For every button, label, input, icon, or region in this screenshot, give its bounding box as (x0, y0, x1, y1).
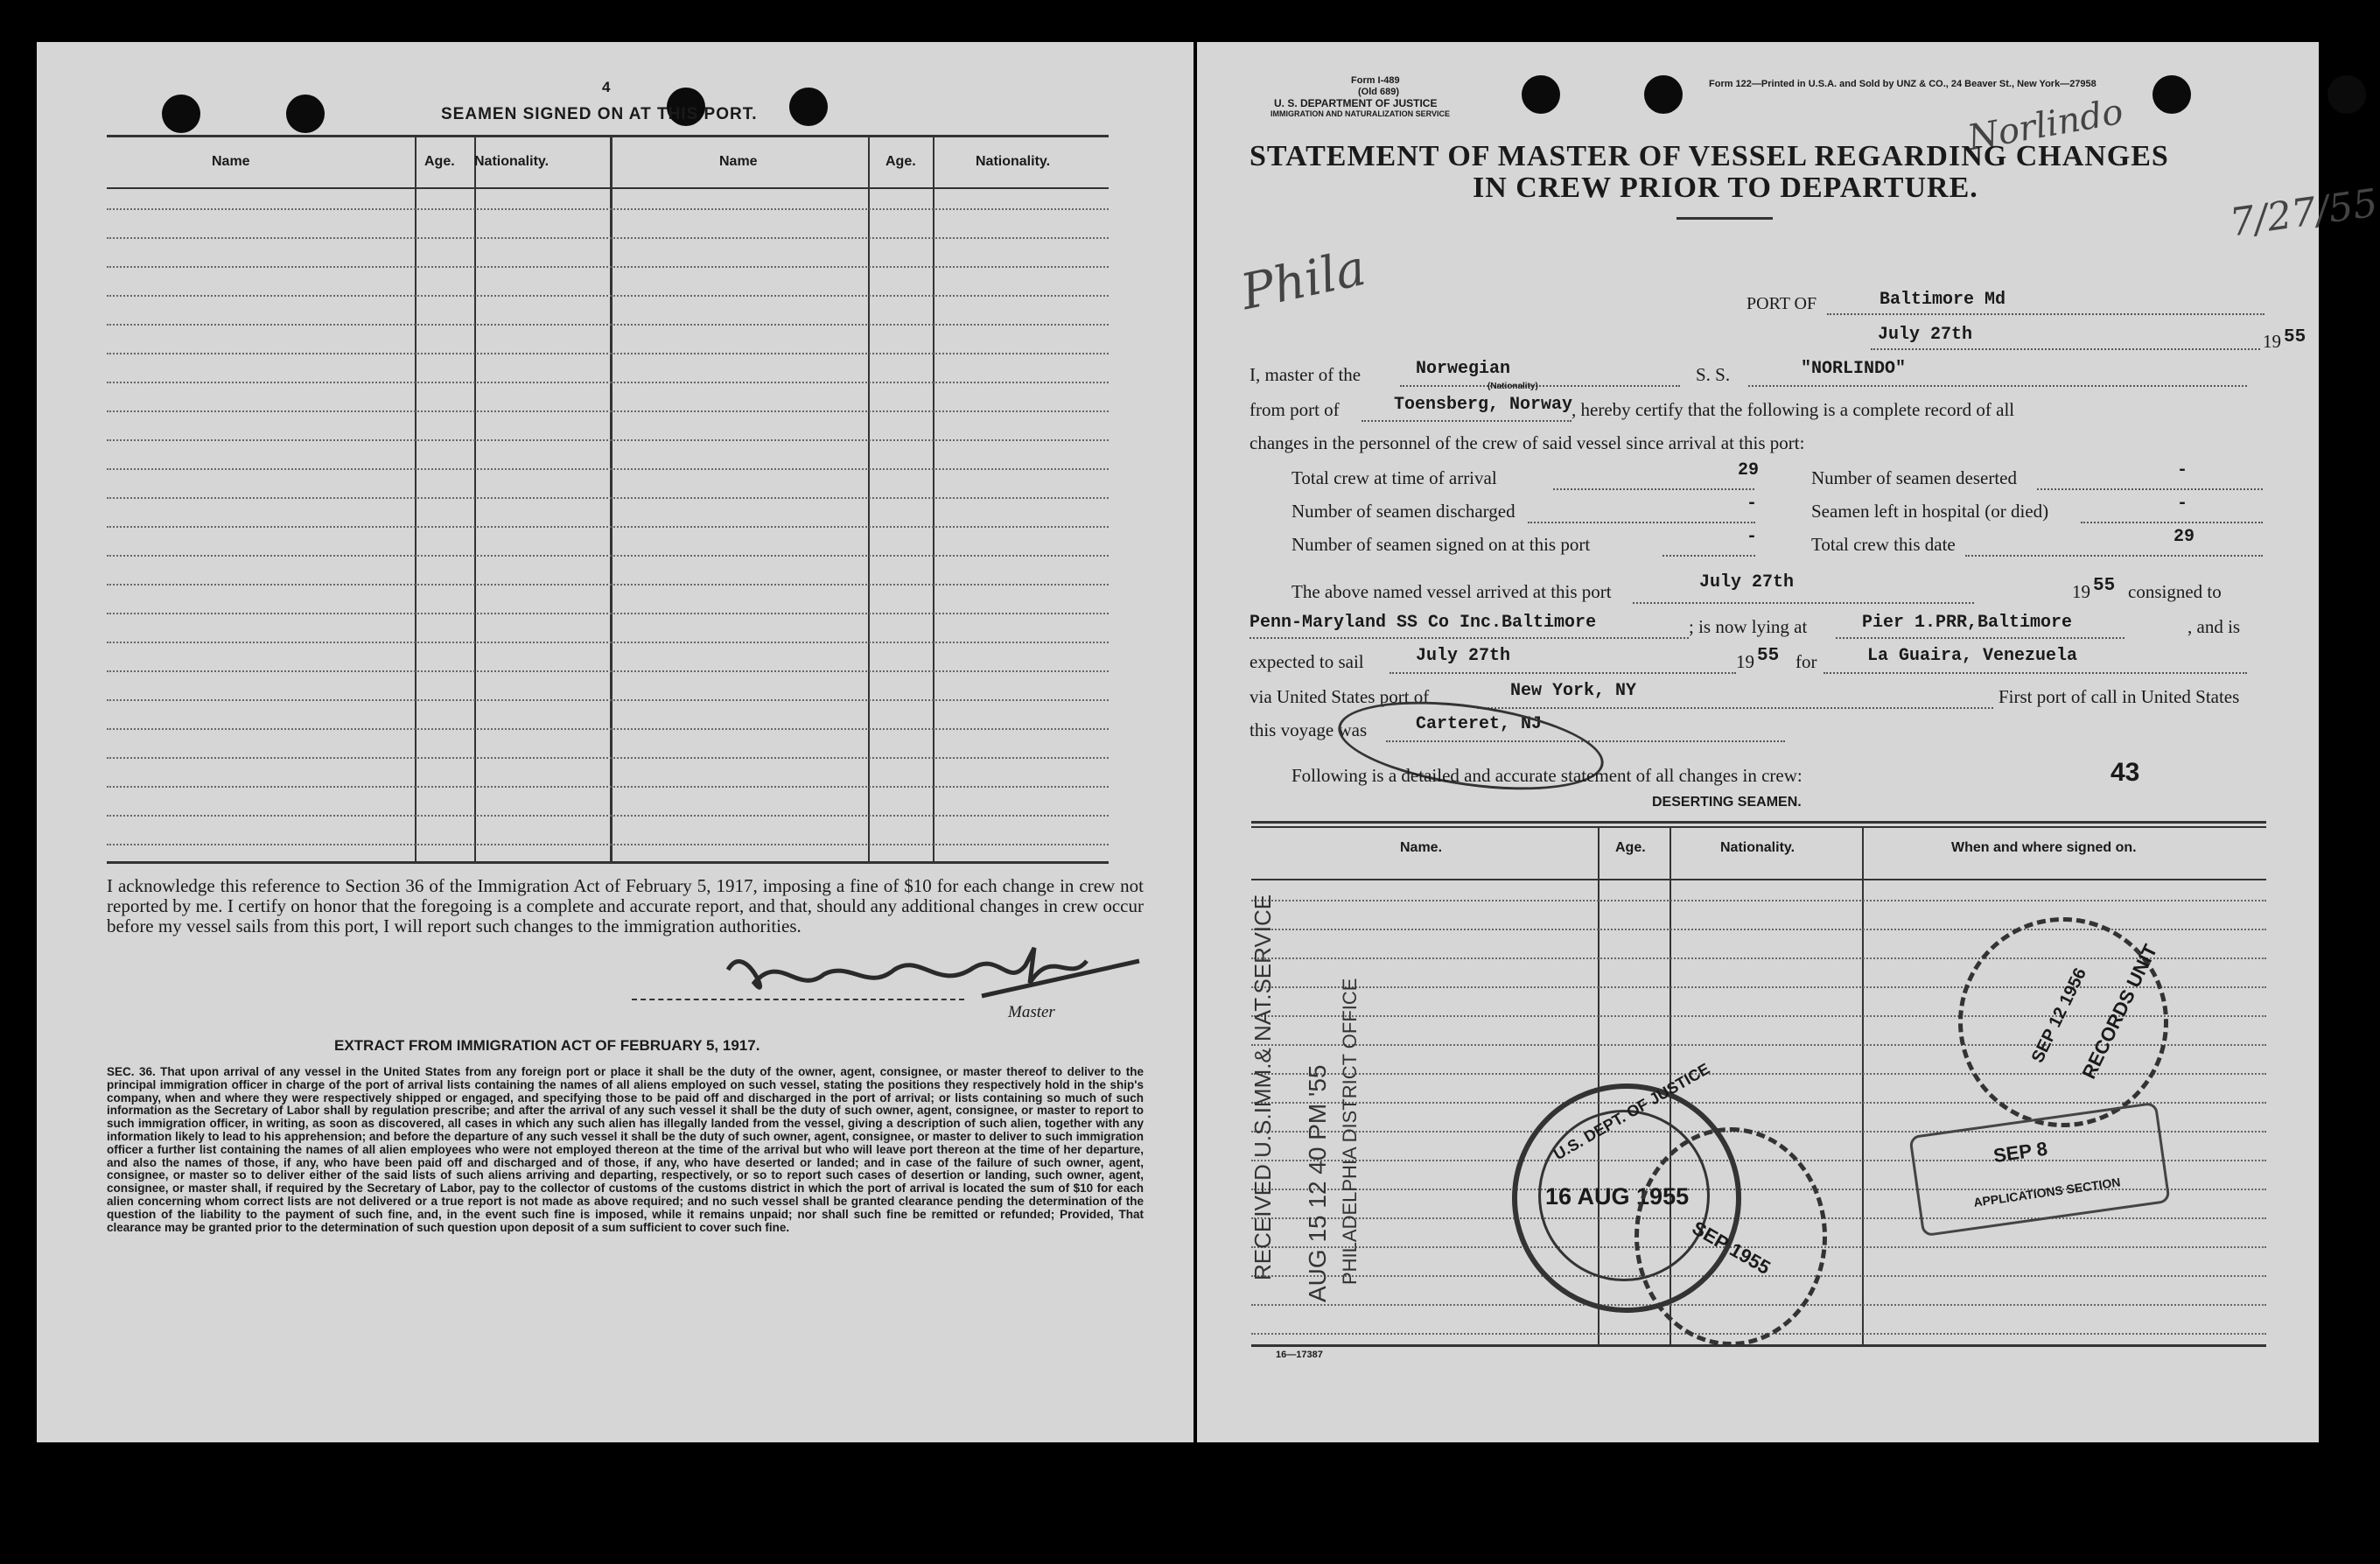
form-old-number: (Old 689) (1358, 87, 1400, 97)
table-row-rule (107, 208, 1109, 210)
consignee-line (1250, 637, 1689, 639)
arrived-year-value: 55 (2093, 576, 2116, 596)
table-row-rule (107, 439, 1109, 441)
this-voyage-label: this voyage was (1250, 719, 1368, 740)
date-value: July 27th (1878, 325, 1973, 345)
master-signature (719, 943, 1157, 1013)
col-header-age: Age. (1615, 840, 1646, 855)
sail-year-prefix: 19 (1736, 651, 1754, 672)
first-port-value: Carteret, NJ (1416, 714, 1543, 734)
title-line-1: STATEMENT OF MASTER OF VESSEL REGARDING CHANGES (1250, 140, 2169, 172)
col-divider (1862, 826, 1864, 1344)
table-row-rule (107, 555, 1109, 557)
year-value: 55 (2284, 327, 2306, 347)
arrived-label: The above named vessel arrived at this port (1292, 581, 1612, 602)
year-prefix: 19 (2263, 331, 2281, 352)
deserting-heading: DESERTING SEAMEN. (1652, 795, 1802, 810)
right-page (1197, 42, 2380, 1442)
col-header-nationality: Nationality. (474, 154, 550, 169)
punch-hole (2152, 75, 2191, 114)
for-label: for (1796, 651, 1817, 672)
table-row-rule (107, 382, 1109, 383)
table-row-rule (107, 237, 1109, 239)
table-row-rule (107, 699, 1109, 701)
punch-hole (162, 95, 200, 133)
table-row-rule (107, 670, 1109, 672)
sep-stamp-text: SEP 1955 (1688, 1217, 1774, 1280)
footer-code: 16—17387 (1276, 1350, 1323, 1360)
punch-hole (1522, 75, 1560, 114)
col-header-age: Age. (886, 154, 916, 169)
deserted-label: Number of seamen deserted (1811, 467, 2017, 488)
total-crew-date-label: Total crew this date (1811, 534, 1956, 555)
col-header-name: Name (719, 154, 758, 169)
nationality-line (1400, 385, 1680, 387)
number-43: 43 (2110, 758, 2140, 787)
via-value: New York, NY (1510, 681, 1637, 701)
lying-value: Pier 1.PRR,Baltimore (1862, 613, 2073, 633)
left-page (37, 42, 1194, 1442)
applications-stamp-date: SEP 8 (1992, 1137, 2049, 1168)
table-row-rule (107, 844, 1109, 845)
sep-round-stamp (1634, 1127, 1827, 1346)
deserted-value: - (2177, 460, 2188, 480)
hospital-label: Seamen left in hospital (or died) (1811, 501, 2049, 522)
signature-line (632, 999, 964, 1000)
col-header-signed-on: When and where signed on. (1951, 840, 2137, 855)
col-header-nationality: Nationality. (1720, 840, 1796, 855)
arrived-line (1633, 602, 1974, 604)
col-header-name: Name. (1400, 840, 1443, 855)
table-row-rule (107, 266, 1109, 268)
table-row-rule (107, 728, 1109, 730)
punch-hole (286, 95, 325, 133)
from-port-line (1362, 420, 1572, 422)
punch-hole (789, 88, 828, 126)
lying-label: ; is now lying at (1689, 616, 1808, 637)
handwritten-vessel-name: Norlindo (1964, 91, 2126, 159)
table-row-rule (107, 642, 1109, 643)
records-unit-text: RECORDS UNIT (2077, 941, 2162, 1083)
nationality-value: Norwegian (1416, 359, 1511, 379)
consignee-value: Penn-Maryland SS Co Inc.Baltimore (1250, 613, 1597, 633)
from-port-label: from port of (1250, 399, 1340, 420)
table-row-rule (1251, 900, 2266, 901)
service-name: IMMIGRATION AND NATURALIZATION SERVICE (1270, 109, 1450, 118)
table-row-rule (107, 757, 1109, 759)
stat-line (2037, 488, 2263, 490)
ss-label: S. S. (1696, 364, 1731, 385)
destination-value: La Guaira, Venezuela (1867, 646, 2078, 666)
handwritten-date: 7/27/55 (2227, 180, 2380, 246)
department-name: U. S. DEPARTMENT OF JUSTICE (1274, 97, 1438, 109)
total-crew-arrival-value: 29 (1738, 460, 1760, 480)
nationality-caption: (Nationality) (1488, 382, 1538, 391)
title-underline (1676, 217, 1773, 220)
extract-text: SEC. 36. That upon arrival of any vessel in the United States from any foreign port or place it shall be the duty of the owner, agent, consignee, or master thereof to deliver to the principal immigration officer in charge of the port of arrival lists containing the names of all aliens employed on such vessel, stating the positions they respectively hold in the ship's company, when and where they were respectively shipped or engaged, and specifying those to be paid off and discharged in the port of arrival; or lists containing so much of such information as the Secretary of Labor shall by regulation prescribe; and after the arrival of any such vessel it shall be the duty of such owner, agent, consignee, or master to report to such immigration officer, in writing, as soon as discovered, all cases in which any such alien has illegally landed from the vessel, giving a description of such alien, together with any information likely to lead to his apprehension; and before the departure of any such vessel it shall be the duty of such owner, agent, consignee, or master to deliver to such immigration officer a further list containing the names of all alien employees who were not employed thereon at the time of the arrival but who will leave port thereon at the time of her departure, and also the names of those, if any, who have been paid off and discharged and of those, if any, who have deserted or landed; and in case of the failure of such owner, agent, consignee, or master so to deliver either of the said lists of such aliens arriving and departing, respectively, or so to report such cases of desertion or landing, such owner, agent, consignee, or master shall, if required by the Secretary of Labor, pay to the collector of customs of the customs district in which the port of arrival is located the sum of $10 for each alien concerning whom correct lists are not delivered or a true report is not made as above required; and no such vessel shall be granted clearance pending the determination of the question of the liability to the payment of such fine, and, in the event such fine is imposed, while it remains unpaid; nor shall such fine be remitted or refunded; Provided, That clearance may be granted prior to the determination of such question upon deposit of a sum sufficient to cover such fine. (107, 1065, 1144, 1234)
stat-line (1662, 555, 1755, 557)
table-row-rule (107, 526, 1109, 528)
discharged-label: Number of seamen discharged (1292, 501, 1516, 522)
sail-date-line (1390, 672, 1736, 674)
date-line (1871, 348, 2260, 350)
table-row-rule (107, 786, 1109, 788)
punch-hole (2328, 75, 2366, 114)
doj-stamp-date: 16 AUG 1955 (1545, 1183, 1690, 1210)
arrived-value: July 27th (1699, 572, 1795, 593)
vessel-line (1748, 385, 2247, 387)
signed-on-label: Number of seamen signed on at this port (1292, 534, 1591, 555)
port-of-value: Baltimore Md (1880, 290, 2006, 310)
table-row-rule (107, 584, 1109, 586)
arrived-year-prefix: 19 (2072, 581, 2090, 602)
total-crew-arrival-label: Total crew at time of arrival (1292, 467, 1497, 488)
applications-stamp-text: APPLICATIONS SECTION (1972, 1175, 2122, 1210)
table-top-rule (1251, 821, 2266, 824)
consigned-label: consigned to (2128, 581, 2222, 602)
certify-text: , hereby certify that the following is a complete record of all (1572, 399, 2015, 420)
total-crew-date-value: 29 (2174, 527, 2195, 547)
received-stamp: RECEIVED U.S.IMM.& NAT.SERVICE (1250, 894, 1276, 1280)
discharged-value: - (1746, 494, 1758, 514)
table-header-rule (107, 187, 1109, 189)
sail-year-value: 55 (1757, 646, 1780, 666)
port-of-label: PORT OF (1746, 294, 1817, 313)
table-row-rule (107, 497, 1109, 499)
table-row-rule (107, 353, 1109, 354)
expected-label: expected to sail (1250, 651, 1364, 672)
table-row-rule (107, 295, 1109, 297)
table-row-rule (107, 324, 1109, 326)
records-unit-stamp (1958, 917, 2168, 1127)
vessel-name: "NORLINDO" (1801, 359, 1907, 379)
table-row-rule (107, 815, 1109, 817)
table-header-rule (1251, 879, 2266, 880)
table-bottom-rule (107, 861, 1109, 864)
stat-line (1528, 522, 1755, 523)
first-port-label: First port of call in United States (1998, 686, 2240, 707)
acknowledgement-text: I acknowledge this reference to Section 36 of the Immigration Act of February 5, 1917, imposing a fine of $10 for each change in crew not reported by me. I certify on honor that the foregoing is a complete and accurate report, and that, should any additional changes in crew occur before my vessel sails from this port, I will report such changes to the immigration authorities. (107, 875, 1144, 936)
printer-note: Form 122—Printed in U.S.A. and Sold by UNZ & CO., 24 Beaver St., New York—27958 (1709, 79, 2096, 89)
from-port-value: Toensberg, Norway (1394, 395, 1573, 415)
hospital-value: - (2177, 494, 2188, 514)
handwritten-phila: Phila (1236, 239, 1371, 322)
punch-hole (1644, 75, 1683, 114)
col-header-name: Name (212, 154, 250, 169)
received-date-stamp: AUG 15 12 40 PM '55 (1304, 1064, 1331, 1302)
master-label: Master (1008, 1003, 1055, 1021)
table-top-rule (107, 135, 1109, 137)
table-top-rule (1251, 826, 2266, 828)
records-unit-date: SEP 12 1956 (2027, 964, 2090, 1066)
col-header-age: Age. (424, 154, 455, 169)
stat-line (1553, 488, 1754, 490)
via-label: via United States port of (1250, 686, 1430, 707)
page-number: 4 (602, 79, 611, 95)
form-number: Form I-489 (1351, 75, 1400, 86)
extract-title: EXTRACT FROM IMMIGRATION ACT OF FEBRUARY 5, 1917. (334, 1037, 760, 1054)
destination-line (1824, 672, 2247, 674)
and-is-text: , and is (2188, 616, 2241, 637)
following-text: Following is a detailed and accurate statement of all changes in crew: (1292, 765, 1802, 786)
changes-text: changes in the personnel of the crew of said vessel since arrival at this port: (1250, 432, 1805, 453)
table-bottom-rule (1251, 1344, 2266, 1347)
master-of-label: I, master of the (1250, 364, 1362, 385)
table-row-rule (107, 613, 1109, 614)
table-row-rule (107, 468, 1109, 470)
stat-line (1965, 555, 2263, 557)
doj-stamp-text: U.S. DEPT. OF JUSTICE (1550, 1059, 1713, 1164)
signed-on-value: - (1746, 527, 1758, 547)
phila-district-stamp: PHILADELPHIA DISTRICT OFFICE (1339, 978, 1361, 1285)
port-of-line (1827, 313, 2264, 315)
table-row-rule (107, 410, 1109, 412)
lying-line (1836, 637, 2124, 639)
title-line-2: IN CREW PRIOR TO DEPARTURE. (1473, 172, 1978, 204)
signed-on-heading: SEAMEN SIGNED ON AT THIS PORT. (441, 105, 758, 123)
via-line (1477, 707, 1993, 709)
col-header-nationality: Nationality. (976, 154, 1051, 169)
sail-date-value: July 27th (1416, 646, 1511, 666)
stat-line (2081, 522, 2263, 523)
